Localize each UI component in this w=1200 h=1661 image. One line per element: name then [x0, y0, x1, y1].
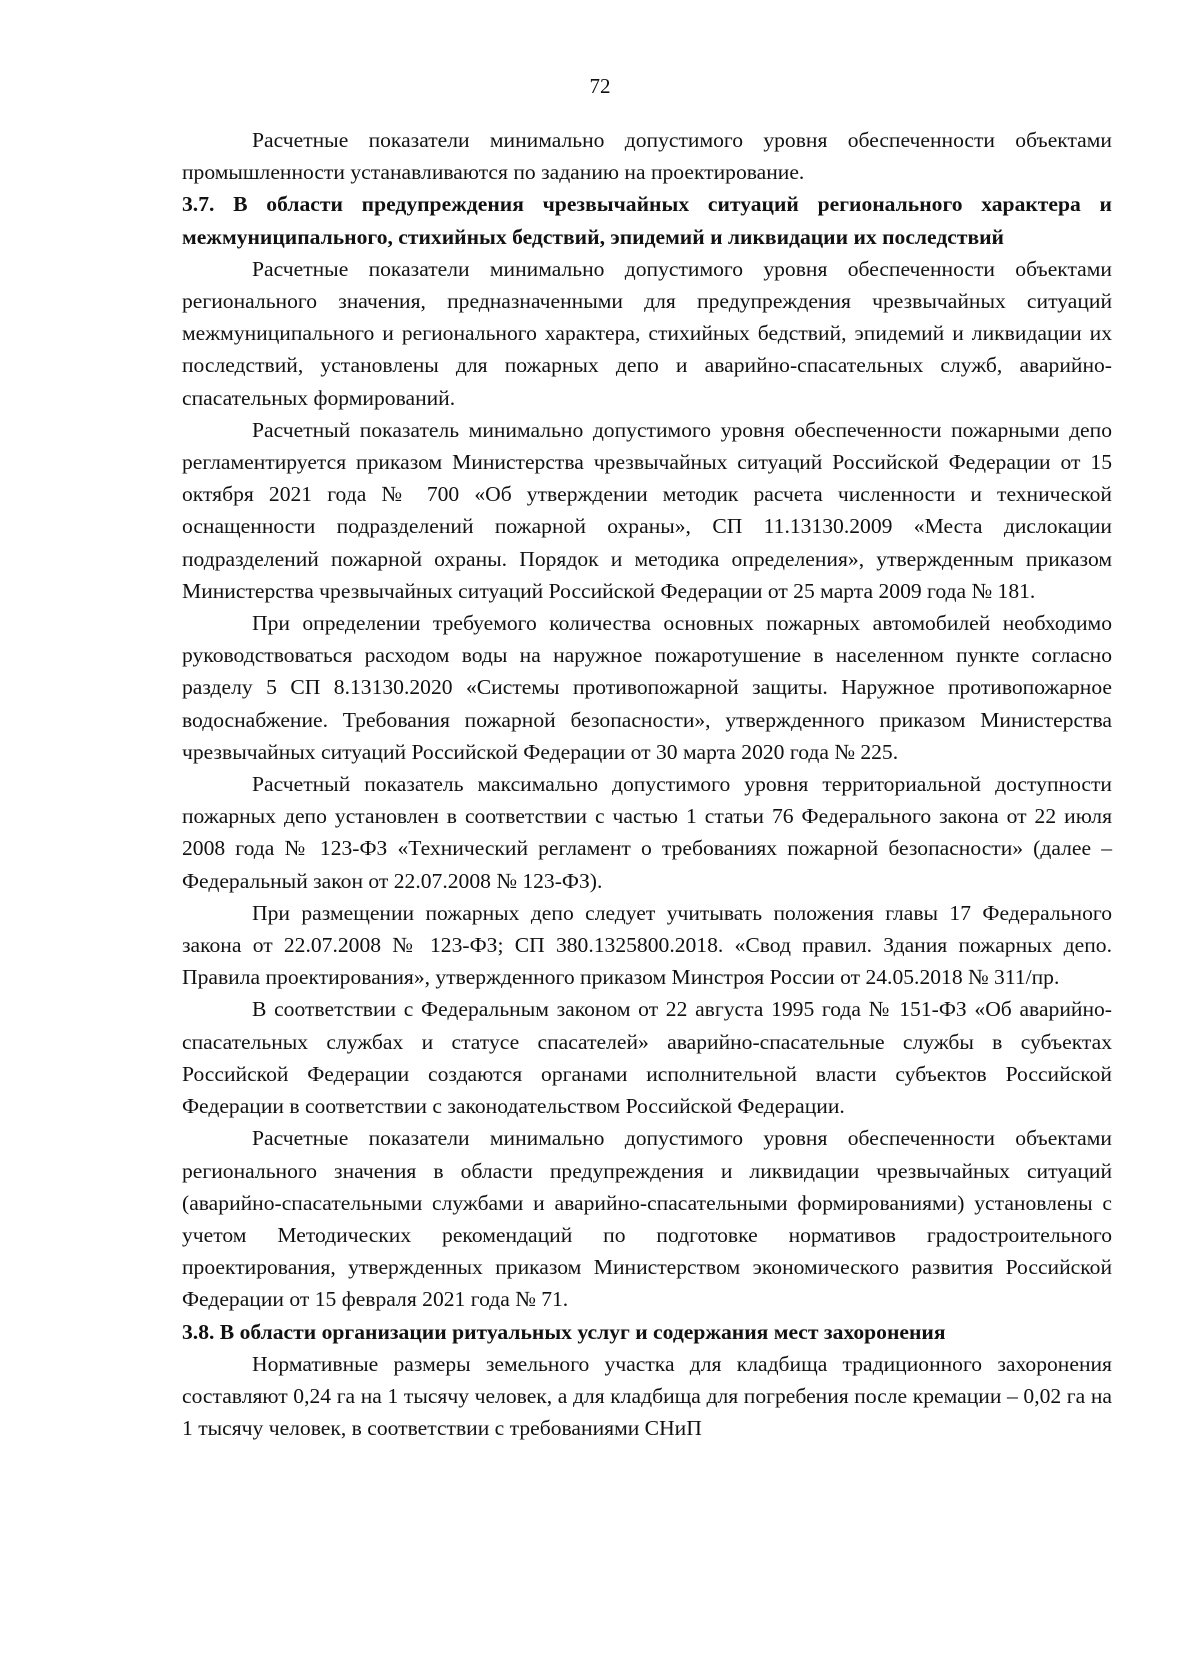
paragraph-fire-depot-provision: Расчетный показатель минимально допустимого уровня обеспеченности пожарными депо регламентируется приказом Министерства чрезвычайных ситуаций Российской Федерации от 15 октября 2021 года № 700 «Об утверждении методик расчета численности и технической оснащенности подразделений пожарной охраны», СП 11.13130.2009 «Места дислокации подразделений пожарной охраны. Порядок и методика определения», утвержденным приказом Министерства чрезвычайных ситуаций Российской Федерации от 25 марта 2009 года № 181. — [182, 417, 1112, 603]
paragraph-fire-vehicles: При определении требуемого количества основных пожарных автомобилей необходимо руководствоваться расходом воды на наружное пожаротушение в населенном пункте согласно разделу 5 СП 8.13130.2020 «Системы противопожарной защиты. Наружное противопожарное водоснабжение. Требования пожарной безопасности», утвержденного приказом Министерства чрезвычайных ситуаций Российской Федерации от 30 марта 2020 года № 225. — [182, 611, 1112, 764]
paragraph-rescue-services-indicators: Расчетные показатели минимально допустимого уровня обеспеченности объектами регионального значения в области предупреждения и ликвидации чрезвычайных ситуаций (аварийно-спасательными службами и аварийно-спасательными формированиями) установлены с учетом Методических рекомендаций по подготовке нормативов градостроительного проектирования, утвержденных приказом Министерством экономического развития Российской Федерации от 15 февраля 2021 года № 71. — [182, 1126, 1112, 1312]
paragraph-fire-depot-placement: При размещении пожарных депо следует учитывать положения главы 17 Федерального закона от 22.07.2008 № 123-ФЗ; СП 380.1325800.2018. «Свод правил. Здания пожарных депо. Правила проектирования», утвержденного приказом Минстроя России от 24.05.2018 № 311/пр. — [182, 900, 1112, 990]
section-heading-3-8: 3.8. В области организации ритуальных услуг и содержания мест захоронения — [182, 1319, 946, 1344]
document-body — [182, 124, 1112, 1444]
paragraph-industry-objects: Расчетные показатели минимально допустимого уровня обеспеченности объектами промышленности устанавливаются по заданию на проектирование. — [182, 128, 1112, 185]
paragraph-territorial-accessibility: Расчетный показатель максимально допустимого уровня территориальной доступности пожарных депо установлен в соответствии с частью 1 статьи 76 Федерального закона от 22 июля 2008 года № 123-ФЗ «Технический регламент о требованиях пожарной безопасности» (далее – Федеральный закон от 22.07.2008 № 123-ФЗ). — [182, 772, 1112, 893]
paragraph-cemetery-sizes: Нормативные размеры земельного участка для кладбища традиционного захоронения составляют 0,24 га на 1 тысячу человек, а для кладбища для погребения после кремации – 0,02 га на 1 тысячу человек, в соответствии с требованиями СНиП — [182, 1351, 1112, 1441]
section-heading-3-7: 3.7. В области предупреждения чрезвычайных ситуаций регионального характера и межмуниципального, стихийных бедствий, эпидемий и ликвидации их последствий — [182, 192, 1112, 249]
paragraph-regional-objects: Расчетные показатели минимально допустимого уровня обеспеченности объектами регионального значения, предназначенными для предупреждения чрезвычайных ситуаций межмуниципального и регионального характера, стихийных бедствий, эпидемий и ликвидации их последствий, установлены для пожарных депо и аварийно-спасательных служб, аварийно-спасательных формирований. — [182, 256, 1112, 410]
page-number: 72 — [589, 74, 611, 98]
paragraph-rescue-services-law: В соответствии с Федеральным законом от 22 августа 1995 года № 151-ФЗ «Об аварийно-спасательных службах и статусе спасателей» аварийно-спасательные службы в субъектах Российской Федерации создаются органами исполнительной власти субъектов Российской Федерации в соответствии с законодательством Российской Федерации. — [182, 997, 1112, 1119]
